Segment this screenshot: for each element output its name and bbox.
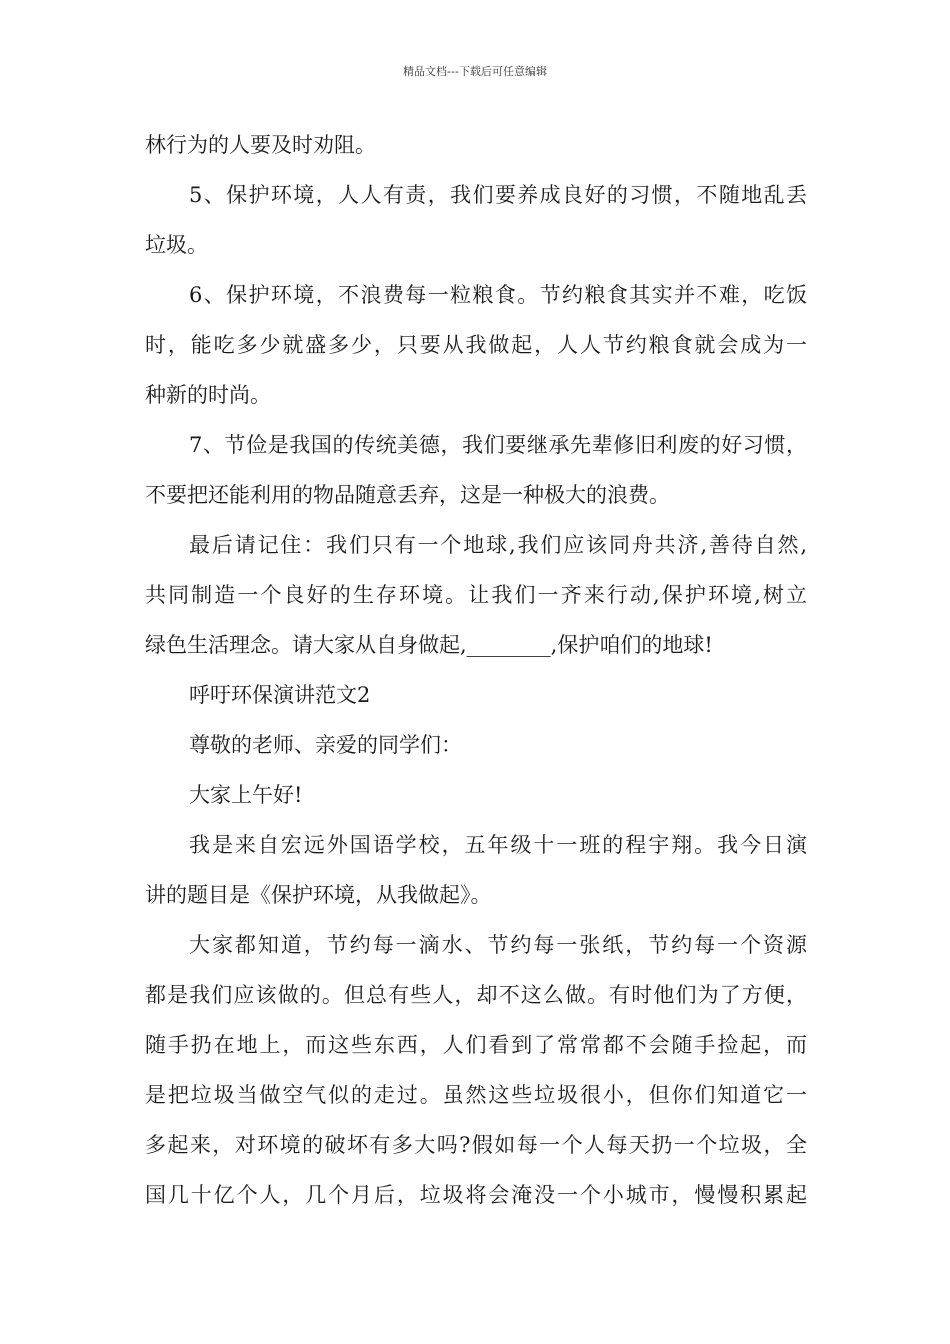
text-line: 时，能吃多少就盛多少，只要从我做起，人人节约粮食就会成为一 [145, 333, 807, 357]
text-line: 大家都知道，节约每一滴水、节约每一张纸，节约每一个资源 [189, 933, 807, 957]
text-line: 都是我们应该做的。但总有些人，却不这么做。有时他们为了方便， [145, 983, 807, 1007]
document-body [145, 132, 807, 1232]
text-line: 尊敬的老师、亲爱的同学们： [189, 733, 462, 757]
text-line: 讲的题目是《保护环境，从我做起》。 [145, 883, 492, 907]
text-line: 呼吁环保演讲范文2 [189, 683, 371, 707]
text-line: 我是来自宏远外国语学校，五年级十一班的程宇翔。我今日演 [189, 833, 807, 857]
text-line: 种新的时尚。 [145, 383, 271, 407]
page-header: 精品文档---下载后可任意编辑 [403, 65, 547, 78]
text-line: 大家上午好! [189, 783, 303, 807]
text-line: 随手扔在地上，而这些东西，人们看到了常常都不会随手捡起，而 [145, 1033, 807, 1057]
text-line: 多起来，对环境的破坏有多大吗?假如每一个人每天扔一个垃圾，全 [145, 1133, 807, 1157]
text-line: 7、节俭是我国的传统美德，我们要继承先辈修旧利废的好习惯， [189, 433, 807, 457]
text-line: 林行为的人要及时劝阻。 [145, 133, 376, 157]
text-line: 最后请记住：我们只有一个地球,我们应该同舟共济,善待自然, [189, 533, 807, 557]
text-line: 不要把还能利用的物品随意丢弃，这是一种极大的浪费。 [145, 483, 670, 507]
text-line: 国几十亿个人，几个月后，垃圾将会淹没一个小城市，慢慢积累起 [145, 1183, 807, 1207]
text-line: 5、保护环境，人人有责，我们要养成良好的习惯，不随地乱丢 [189, 183, 807, 207]
text-line: 垃圾。 [145, 233, 208, 257]
text-line: 共同制造一个良好的生存环境。让我们一齐来行动,保护环境,树立 [145, 583, 807, 607]
text-line: 6、保护环境，不浪费每一粒粮食。节约粮食其实并不难，吃饭 [189, 283, 807, 307]
text-line: 绿色生活理念。请大家从自身做起,________,保护咱们的地球! [145, 633, 713, 657]
text-line: 是把垃圾当做空气似的走过。虽然这些垃圾很小，但你们知道它一 [145, 1083, 807, 1107]
